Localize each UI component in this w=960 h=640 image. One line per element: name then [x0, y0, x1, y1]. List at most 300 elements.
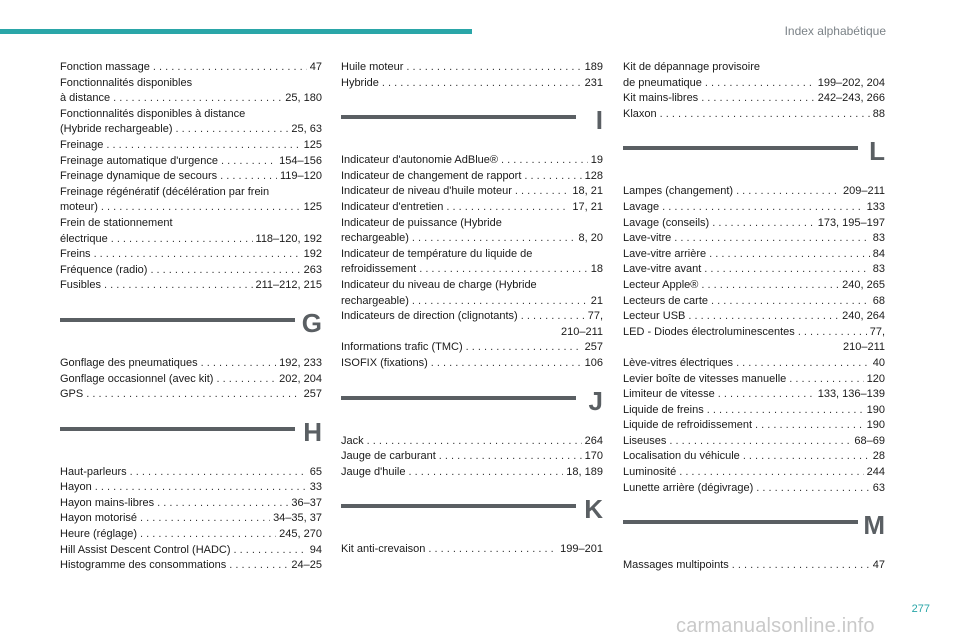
dot-leader — [409, 465, 564, 481]
dot-leader — [736, 184, 840, 200]
index-entry-pages: 34–35, 37 — [273, 512, 322, 525]
index-entry-pages: 190 — [866, 403, 885, 416]
index-entry-text: Lecteur USB — [623, 310, 686, 323]
index-entry-leader-row — [623, 325, 885, 341]
index-entry-text: Indicateur du niveau de charge (Hybride — [341, 278, 537, 291]
dot-leader — [521, 309, 585, 325]
section-divider — [623, 146, 858, 150]
dot-leader — [743, 449, 870, 465]
index-entry-text: Freinage dynamique de secours — [60, 170, 218, 183]
index-entry-leader-row — [60, 247, 322, 263]
index-entry — [623, 434, 885, 450]
index-entry — [60, 169, 322, 185]
index-entry-leader-row — [341, 542, 603, 558]
index-entry-text: Indicateur de température du liquide de — [341, 247, 533, 260]
index-entry — [341, 76, 603, 92]
index-entry-text: Liquide de refroidissement — [623, 419, 753, 432]
dot-leader — [150, 263, 300, 279]
index-entry-text: rechargeable) — [341, 294, 409, 307]
index-entry-text: Frein de stationnement — [60, 216, 173, 229]
index-entry-pages: 68–69 — [854, 434, 885, 447]
index-entry-text: rechargeable) — [341, 232, 409, 245]
dot-leader — [406, 60, 581, 76]
dot-leader — [94, 247, 301, 263]
section-letter: K — [584, 494, 603, 525]
index-entry-text: Lecteurs de carte — [623, 294, 708, 307]
dot-leader — [466, 340, 582, 356]
index-entry-leader-row — [60, 60, 322, 76]
index-entry-pages: 63 — [872, 481, 885, 494]
index-entry-text: Jauge d'huile — [341, 465, 406, 478]
index-entry-leader-row — [623, 247, 885, 263]
index-entry-pages: 25, 63 — [291, 123, 322, 136]
index-entry-leader-row — [623, 558, 885, 574]
index-entry-leader-row — [60, 543, 322, 559]
index-entry-text: GPS — [60, 388, 84, 401]
index-entry — [341, 449, 603, 465]
section-letter: G — [301, 307, 322, 338]
index-entry-pages: 18 — [590, 263, 603, 276]
index-entry-pages: 36–37 — [291, 496, 322, 509]
index-entry-pages: 118–120, 192 — [255, 232, 322, 245]
section-letter: H — [303, 416, 322, 447]
index-entry-pages: 40 — [872, 356, 885, 369]
index-entry — [60, 107, 322, 138]
index-entry-text: Indicateur de puissance (Hybride — [341, 216, 502, 229]
index-entry-leader-row — [60, 511, 322, 527]
index-entry-leader-row — [341, 465, 603, 481]
index-entry-pages: 240, 265 — [842, 278, 885, 291]
dot-leader — [229, 558, 288, 574]
index-entry-leader-row — [60, 527, 322, 543]
index-entry-pages: 245, 270 — [279, 528, 322, 541]
section-letter: J — [588, 385, 603, 416]
index-entry-pages: 47 — [872, 559, 885, 572]
dot-leader — [709, 247, 870, 263]
index-entry-pages: 242–243, 266 — [817, 92, 885, 105]
index-entry — [341, 434, 603, 450]
dot-leader — [705, 76, 815, 92]
index-entry-pages: 33 — [309, 481, 322, 494]
index-entry-leader-row — [60, 200, 322, 216]
index-entry — [341, 200, 603, 216]
index-entry — [60, 154, 322, 170]
index-entry — [623, 107, 885, 123]
index-entry-leader-row — [341, 60, 603, 76]
index-entry-text: Indicateur de niveau d'huile moteur — [341, 185, 512, 198]
index-section-header — [623, 504, 885, 558]
index-entry-leader-row — [623, 76, 885, 92]
index-entry-leader-row — [60, 372, 322, 388]
index-entry-leader-row — [623, 262, 885, 278]
index-entry — [623, 60, 885, 91]
index-section-header — [60, 411, 322, 465]
index-entry-text: Kit de dépannage provisoire — [623, 61, 760, 73]
index-entry-text: Freinage régénératif (décélération par frein — [60, 185, 270, 198]
index-entry-leader-row — [341, 231, 603, 247]
dot-leader — [111, 232, 253, 248]
index-entry-text: Haut-parleurs — [60, 465, 127, 478]
section-divider — [60, 427, 295, 431]
index-entry-pages: 128 — [584, 169, 603, 182]
dot-leader — [176, 122, 289, 138]
index-entry — [341, 153, 603, 169]
index-entry-pages: 202, 204 — [279, 372, 322, 385]
index-entry-text: Limiteur de vitesse — [623, 388, 715, 401]
index-entry-leader-row — [341, 76, 603, 92]
index-entry — [60, 216, 322, 247]
index-entry — [60, 278, 322, 294]
index-entry-leader-row — [60, 91, 322, 107]
index-entry — [60, 356, 322, 372]
page-number: 277 — [911, 603, 930, 615]
index-entry-text: Indicateurs de direction (clignotants) — [341, 310, 518, 323]
dot-leader — [140, 511, 270, 527]
index-entry-text: Freinage — [60, 138, 104, 151]
index-entry-pages: 190 — [866, 419, 885, 432]
index-entry-leader-row — [623, 309, 885, 325]
header-accent-bar — [0, 29, 472, 34]
dot-leader — [712, 216, 814, 232]
index-entry — [60, 480, 322, 496]
index-entry-leader-row — [341, 356, 603, 372]
index-entry-leader-row — [60, 154, 322, 170]
index-section-header — [341, 488, 603, 542]
index-entry-pages: 209–211 — [842, 185, 885, 198]
index-entry-pages: 83 — [872, 232, 885, 245]
index-entry — [623, 325, 885, 356]
index-entry — [623, 387, 885, 403]
index-entry — [341, 247, 603, 278]
index-entry-text: Jauge de carburant — [341, 450, 436, 463]
index-entry-pages: 28 — [872, 450, 885, 463]
index-entry-leader-row — [60, 138, 322, 154]
index-entry-text: de pneumatique — [623, 76, 702, 89]
dot-leader — [157, 496, 288, 512]
index-entry-pages: 25, 180 — [285, 92, 322, 105]
index-entry-text: Luminosité — [623, 466, 677, 479]
index-entry-pages: 18, 21 — [572, 185, 603, 198]
index-entry-text: Heure (réglage) — [60, 528, 138, 541]
index-entry-text: ISOFIX (fixations) — [341, 356, 428, 369]
index-entry-pages: 173, 195–197 — [817, 216, 885, 229]
index-entry-text: Informations trafic (TMC) — [341, 341, 463, 354]
index-entry-leader-row — [60, 465, 322, 481]
index-entry-pages: 120 — [866, 372, 885, 385]
section-divider — [60, 318, 295, 322]
index-entry-text: Indicateur de changement de rapport — [341, 169, 522, 182]
index-entry-pages: 211–212, 215 — [255, 279, 322, 292]
index-entry-pages: 263 — [303, 263, 322, 276]
index-entry-leader-row — [341, 262, 603, 278]
index-section-header — [623, 130, 885, 184]
index-entry-text: Fonctionnalités disponibles à distance — [60, 107, 246, 120]
dot-leader — [704, 262, 869, 278]
dot-leader — [86, 387, 300, 403]
index-entry-pages: 192, 233 — [279, 356, 322, 369]
index-entry-leader-row — [341, 184, 603, 200]
index-entry-text: Fréquence (radio) — [60, 263, 148, 276]
index-entry — [623, 558, 885, 574]
index-entry-pages: 257 — [584, 341, 603, 354]
index-entry-text: Jack — [341, 434, 364, 447]
index-entry-pages: 170 — [584, 450, 603, 463]
dot-leader — [412, 294, 588, 310]
index-entry-leader-row — [341, 434, 603, 450]
index-entry-text: Klaxon — [623, 107, 657, 120]
index-entry-pages: 133, 136–139 — [817, 388, 885, 401]
dot-leader — [382, 76, 582, 92]
dot-leader — [669, 434, 851, 450]
dot-leader — [679, 465, 863, 481]
index-entry — [623, 418, 885, 434]
index-entry — [623, 372, 885, 388]
dot-leader — [130, 465, 307, 481]
dot-leader — [201, 356, 277, 372]
index-entry-pages: 154–156 — [279, 154, 322, 167]
index-entry-leader-row — [60, 122, 322, 138]
index-entry — [623, 262, 885, 278]
dot-leader — [660, 107, 870, 123]
dot-leader — [755, 418, 864, 434]
index-entry-text: Fusibles — [60, 279, 101, 292]
index-entry-pages: 77, — [587, 310, 603, 323]
dot-leader — [216, 372, 276, 388]
index-entry-leader-row — [623, 200, 885, 216]
dot-leader — [718, 387, 815, 403]
index-entry-pages: 192 — [303, 248, 322, 261]
index-entry — [623, 465, 885, 481]
dot-leader — [515, 184, 570, 200]
index-entry-leader-row — [623, 216, 885, 232]
index-entry-pages: 77, — [869, 325, 885, 338]
dot-leader — [707, 403, 864, 419]
index-entry-text: Hybride — [341, 76, 379, 89]
index-entry-pages: 94 — [309, 543, 322, 556]
section-letter: I — [595, 105, 603, 136]
index-entry — [341, 542, 603, 558]
dot-leader — [104, 278, 253, 294]
dot-leader — [789, 372, 863, 388]
index-entry-text: Kit mains-libres — [623, 92, 699, 105]
dot-leader — [711, 294, 870, 310]
index-entry-pages: 84 — [872, 247, 885, 260]
index-entry-text: Hayon motorisé — [60, 512, 138, 525]
dot-leader — [446, 200, 569, 216]
index-entry-leader-row — [623, 184, 885, 200]
index-entry-text: Kit anti-crevaison — [341, 543, 426, 556]
dot-leader — [662, 200, 864, 216]
index-entry-pages: 106 — [584, 356, 603, 369]
index-entry — [623, 294, 885, 310]
index-entry — [623, 247, 885, 263]
section-divider — [341, 115, 576, 119]
dot-leader — [95, 480, 307, 496]
dot-leader — [732, 558, 870, 574]
dot-leader — [101, 200, 301, 216]
index-entry — [341, 169, 603, 185]
index-entry-leader-row — [623, 278, 885, 294]
index-entry-pages: 47 — [309, 61, 322, 73]
dot-leader — [431, 356, 582, 372]
dot-leader — [428, 542, 557, 558]
index-entry-text: Lave-vitre avant — [623, 263, 702, 276]
index-entry-text: Gonflage des pneumatiques — [60, 356, 198, 369]
index-entry-text: Massages multipoints — [623, 559, 729, 572]
section-divider — [341, 504, 576, 508]
index-entry-leader-row — [623, 449, 885, 465]
index-entry — [341, 356, 603, 372]
index-entry-leader-row — [623, 91, 885, 107]
index-entry-text: Lecteur Apple® — [623, 278, 699, 291]
index-section-header — [341, 99, 603, 153]
index-entry-text: Lampes (changement) — [623, 185, 734, 198]
index-section-header — [341, 380, 603, 434]
index-entry-leader-row — [623, 356, 885, 372]
dot-leader — [688, 309, 839, 325]
index-entry-leader-row — [341, 200, 603, 216]
index-entry-text: Fonction massage — [60, 61, 150, 73]
index-entry-text: Lavage (conseils) — [623, 216, 710, 229]
index-entry — [341, 309, 603, 340]
index-entry — [623, 200, 885, 216]
index-entry-text: moteur) — [60, 201, 98, 214]
index-column-1 — [60, 60, 322, 574]
dot-leader — [798, 325, 867, 341]
index-entry-leader-row — [623, 465, 885, 481]
dot-leader — [756, 481, 870, 497]
index-entry — [60, 263, 322, 279]
index-entry-text: (Hybride rechargeable) — [60, 123, 173, 136]
dot-leader — [524, 169, 581, 185]
index-entry-text: Lavage — [623, 200, 660, 213]
index-entry-text: Lunette arrière (dégivrage) — [623, 481, 754, 494]
index-entry-pages: 231 — [584, 76, 603, 89]
index-entry-text: Freins — [60, 248, 91, 261]
index-entry-leader-row — [341, 153, 603, 169]
index-entry — [60, 496, 322, 512]
dot-leader — [419, 262, 588, 278]
dot-leader — [701, 91, 815, 107]
index-entry — [341, 184, 603, 200]
index-entry-text: refroidissement — [341, 263, 417, 276]
index-entry-text: Lave-vitre arrière — [623, 247, 707, 260]
index-entry — [341, 60, 603, 76]
index-entry — [623, 403, 885, 419]
index-entry-pages: 88 — [872, 107, 885, 120]
index-entry-leader-row — [623, 387, 885, 403]
index-entry-pages-continued: 210–211 — [842, 341, 885, 354]
index-entry-text: Hayon mains-libres — [60, 496, 155, 509]
index-entry-pages: 240, 264 — [842, 310, 885, 323]
dot-leader — [736, 356, 870, 372]
index-entry-text: Indicateur d'entretien — [341, 200, 444, 213]
index-entry — [60, 76, 322, 107]
dot-leader — [221, 154, 276, 170]
index-entry-pages: 19 — [590, 154, 603, 167]
index-entry-leader-row — [60, 232, 322, 248]
index-entry-pages: 18, 189 — [566, 465, 603, 478]
index-entry-text: LED - Diodes électroluminescentes — [623, 325, 795, 338]
index-entry — [623, 481, 885, 497]
index-entry — [623, 278, 885, 294]
index-entry-text: Localisation du véhicule — [623, 450, 740, 463]
index-entry-pages: 125 — [303, 201, 322, 214]
index-entry-leader-row — [623, 294, 885, 310]
index-entry-pages: 65 — [309, 465, 322, 478]
index-entry — [60, 465, 322, 481]
index-entry — [341, 465, 603, 481]
dot-leader — [113, 91, 282, 107]
index-entry — [60, 558, 322, 574]
dot-leader — [701, 278, 839, 294]
index-entry-pages: 68 — [872, 294, 885, 307]
index-entry-leader-row — [341, 449, 603, 465]
index-entry — [623, 231, 885, 247]
index-entry — [60, 138, 322, 154]
index-entry — [623, 356, 885, 372]
index-entry-leader-row — [341, 169, 603, 185]
dot-leader — [367, 434, 582, 450]
index-entry-pages: 125 — [303, 138, 322, 151]
dot-leader — [106, 138, 300, 154]
section-letter: L — [869, 136, 885, 167]
index-entry-leader-row — [60, 263, 322, 279]
index-entry — [623, 309, 885, 325]
index-entry-text: Freinage automatique d'urgence — [60, 154, 219, 167]
index-entry-pages: 133 — [866, 200, 885, 213]
dot-leader — [153, 60, 307, 76]
index-entry — [623, 184, 885, 200]
index-entry-pages: 189 — [584, 61, 603, 73]
index-entry-text: Liquide de freins — [623, 403, 704, 416]
index-entry-pages: 83 — [872, 263, 885, 276]
index-entry-text: à distance — [60, 92, 111, 105]
index-entry-leader-row — [341, 340, 603, 356]
index-entry-pages: 17, 21 — [572, 200, 603, 213]
index-entry-leader-row — [341, 309, 603, 325]
index-entry — [60, 247, 322, 263]
index-entry — [60, 511, 322, 527]
index-entry-pages: 257 — [303, 388, 322, 401]
index-entry-text: Histogramme des consommations — [60, 559, 227, 572]
index-entry-leader-row — [60, 356, 322, 372]
index-entry-leader-row — [623, 481, 885, 497]
index-entry-pages-continued: 210–211 — [560, 325, 603, 338]
index-entry — [341, 216, 603, 247]
index-entry-text: Huile moteur — [341, 61, 404, 73]
section-divider — [623, 520, 858, 524]
dot-leader — [140, 527, 276, 543]
index-entry-pages: 119–120 — [279, 170, 322, 183]
index-entry-text: Gonflage occasionnel (avec kit) — [60, 372, 214, 385]
index-entry-leader-row — [623, 434, 885, 450]
index-entry-leader-row — [60, 387, 322, 403]
index-entry — [623, 449, 885, 465]
section-divider — [341, 396, 576, 400]
index-entry — [623, 216, 885, 232]
index-entry-pages: 199–202, 204 — [817, 76, 885, 89]
index-entry-text: Indicateur d'autonomie AdBlue® — [341, 154, 498, 167]
index-entry-leader-row — [623, 403, 885, 419]
index-entry-leader-row — [623, 418, 885, 434]
index-entry-leader-row — [60, 558, 322, 574]
index-entry-pages: 8, 20 — [578, 232, 603, 245]
index-entry-leader-row — [341, 294, 603, 310]
index-entry-pages: 21 — [590, 294, 603, 307]
section-letter: M — [863, 510, 885, 541]
index-column-3 — [623, 60, 885, 574]
